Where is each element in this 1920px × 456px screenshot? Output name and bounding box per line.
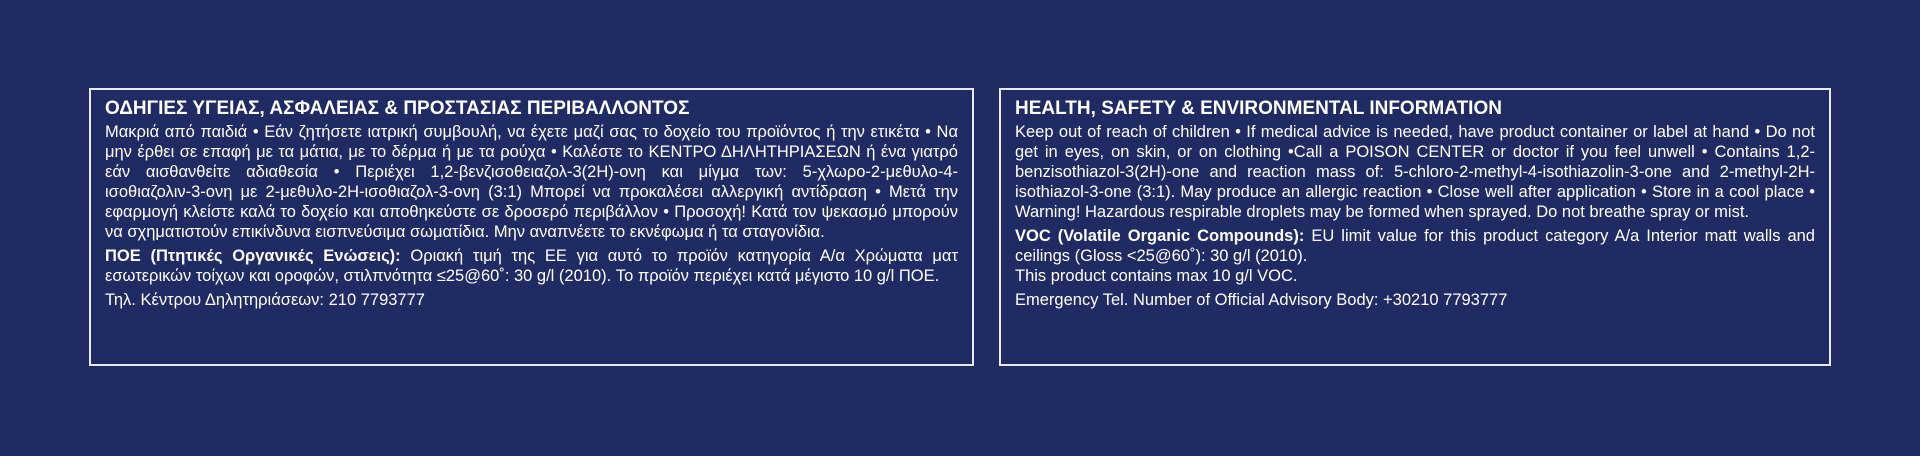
english-emergency-phone: Emergency Tel. Number of Official Advisory Body: +30210 7793777	[1015, 291, 1508, 309]
english-info-panel	[999, 88, 1831, 366]
english-voc-max: This product contains max 10 g/l VOC.	[1015, 267, 1298, 285]
greek-voc-text: Οριακή τιμή της ΕΕ για αυτό το προϊόν κατηγορία Α/α Χρώματα ματ εσωτερικών τοίχων και οροφών, στιλπνότητα ≤25@60˚: 30 g/l (2010). Το προϊόν περιέχει κατά μέγιστο 10 g/l ΠΟΕ.	[105, 247, 958, 285]
english-safety-text: Keep out of reach of children • If medical advice is needed, have product container or label at hand • Do not get in eyes, on skin, or on clothing •Call a POISON CENTER or doctor if you feel unwell • Contains 1,2-benzisothiazol-3(2H)-one and reaction mass of: 5-chloro-2-methyl-4-isothiazolin-3-one and 2-methyl-2H-isothiazol-3-one (3:1). May produce an allergic reaction • Close well after application • Store in a cool place • Warning! Hazardous respirable droplets may be formed when sprayed. Do not breathe spray or mist.	[1015, 123, 1815, 221]
greek-voc-paragraph	[105, 246, 958, 286]
english-voc-text: EU limit value for this product category A/a Interior matt walls and ceilings (Gloss <25@60˚): 30 g/l (2010).	[1015, 227, 1815, 265]
english-voc-paragraph	[1015, 226, 1815, 266]
english-panel-title: HEALTH, SAFETY & ENVIRONMENTAL INFORMATION	[1015, 98, 1502, 119]
greek-panel-title: ΟΔΗΓΙΕΣ ΥΓΕΙΑΣ, ΑΣΦΑΛΕΙΑΣ & ΠΡΟΣΤΑΣΙΑΣ ΠΕΡΙΒΑΛΛΟΝΤΟΣ	[105, 98, 690, 119]
greek-emergency-phone: Τηλ. Κέντρου Δηλητηριάσεων: 210 7793777	[105, 291, 425, 309]
english-voc-label: VOC (Volatile Organic Compounds):	[1015, 227, 1305, 245]
greek-voc-label: ΠΟΕ (Πτητικές Οργανικές Ενώσεις):	[105, 247, 401, 265]
greek-safety-text: Μακριά από παιδιά • Εάν ζητήσετε ιατρική συμβουλή, να έχετε μαζί σας το δοχείο του προϊόντος ή την ετικέτα • Να μην έρθει σε επαφή με τα μάτια, με το δέρμα ή με τα ρούχα • Καλέστε το ΚΕΝΤΡΟ ΔΗΛΗΤΗΡΙΑΣΕΩΝ ή ένα γιατρό εάν αισθανθείτε αδιαθεσία • Περιέχει 1,2-βενζισοθειαζολ-3(2Η)-ονη και μίγμα των: 5-χλωρο-2-μεθυλο-4-ισοθιαζολιν-3-ονη με 2-μεθυλο-2Η-ισοθιαζολ-3-ονη (3:1) Μπορεί να προκαλέσει αλλεργική αντίδραση • Μετά την εφαρμογή κλείστε καλά το δοχείο και αποθηκεύστε σε δροσερό περιβάλλον • Προσοχή! Κατά τον ψεκασμό μπορούν να σχηματιστούν επικίνδυνα εισπνεύσιμα σωματίδια. Μην αναπνέετε το εκνέφωμα ή τα σταγονίδια.	[105, 123, 958, 241]
greek-info-panel	[89, 88, 974, 366]
